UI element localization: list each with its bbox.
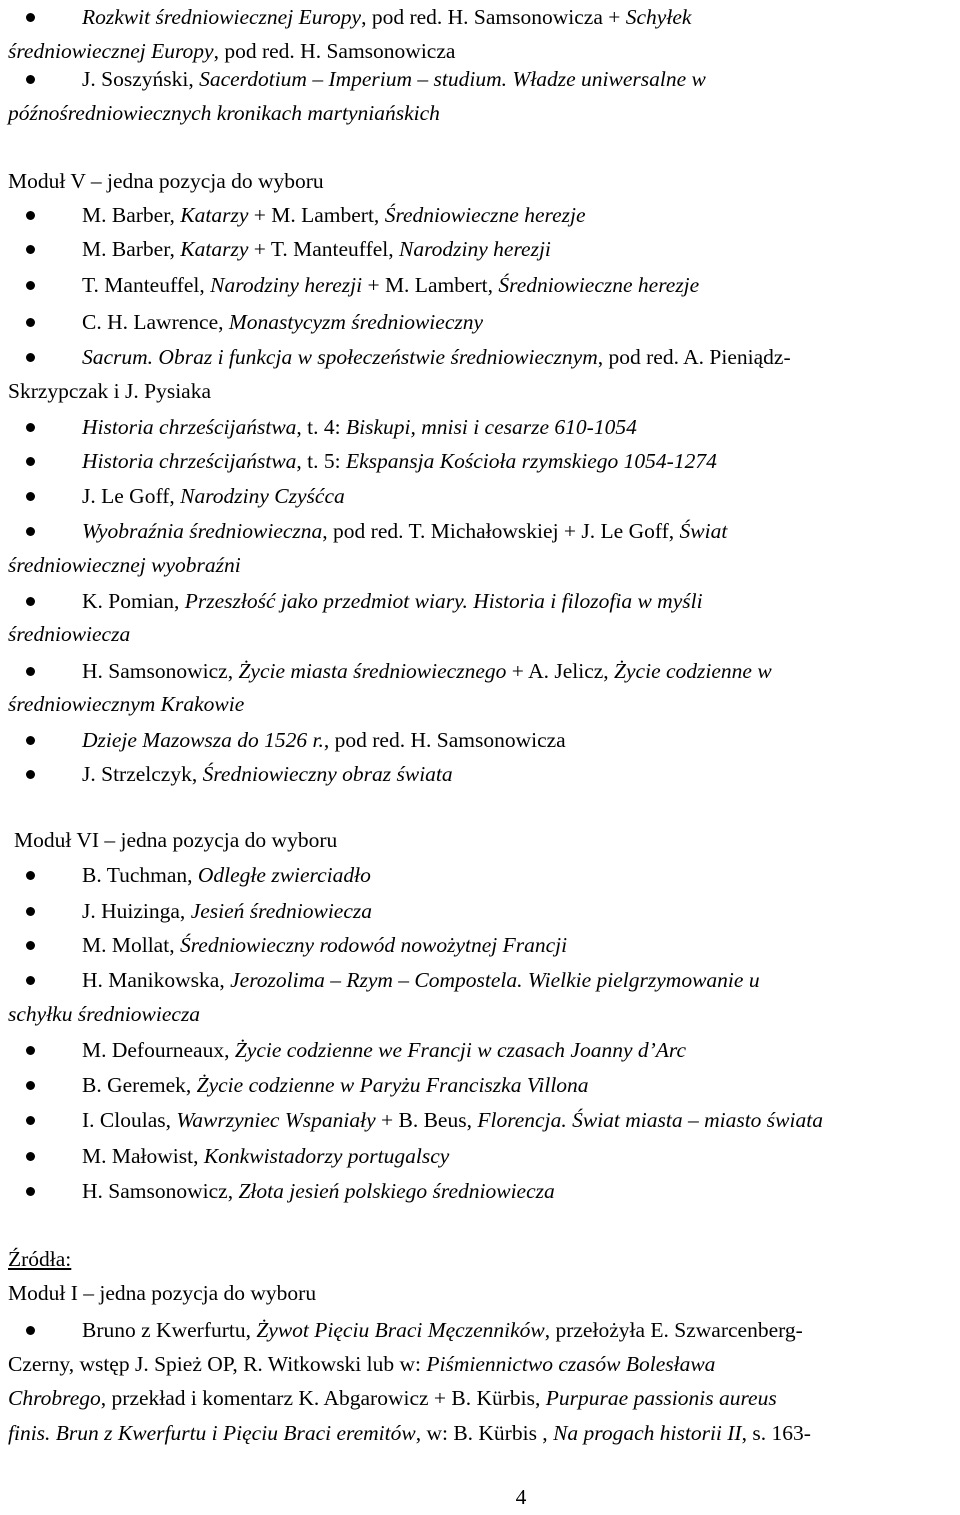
bullet-icon — [26, 13, 35, 22]
title-text: średniowiecznej wyobraźni — [8, 553, 241, 577]
item-line — [82, 1139, 449, 1173]
title-text: Narodziny herezji — [399, 237, 551, 261]
title-text: Schyłek — [625, 5, 692, 29]
item-line — [8, 96, 440, 130]
bullet-icon — [26, 75, 35, 84]
bullet-icon — [26, 527, 35, 536]
title-text: średniowiecznym Krakowie — [8, 692, 245, 716]
item-line — [82, 1033, 686, 1067]
author-text: H. Manikowska, — [82, 968, 231, 992]
author-text: , t. 4: — [296, 415, 346, 439]
item-line — [82, 268, 699, 302]
title-text: Ekspansja Kościoła rzymskiego 1054-1274 — [346, 449, 717, 473]
item-line — [82, 757, 453, 791]
title-text: Jesień średniowiecza — [190, 899, 372, 923]
author-text: , t. 5: — [296, 449, 346, 473]
item-line — [8, 1416, 811, 1450]
item-line — [8, 997, 200, 1031]
author-text: M. Barber, — [82, 203, 181, 227]
author-text: B. Tuchman, — [82, 863, 198, 887]
sources-title: Źródła: — [8, 1247, 72, 1271]
bullet-icon — [26, 1046, 35, 1055]
title-text: Na progach historii II — [553, 1421, 742, 1445]
title-text: Średniowieczne herezje — [384, 203, 586, 227]
item-line — [82, 514, 727, 548]
title-text: Chrobrego — [8, 1386, 101, 1410]
title-text: Odległe zwierciadło — [197, 863, 371, 887]
title-text: Średniowieczny obraz świata — [202, 762, 453, 786]
item-line — [82, 584, 703, 618]
title-text: Jerozolima – Rzym – Compostela. Wielkie pielgrzymowanie u — [230, 968, 760, 992]
author-text: , pod red. H. Samsonowicza + — [361, 5, 626, 29]
author-text: , pod red. H. Samsonowicza — [323, 728, 566, 752]
author-text: + T. Manteuffel, — [248, 237, 400, 261]
item-line — [82, 963, 760, 997]
author-text: + A. Jelicz, — [506, 659, 615, 683]
bullet-icon — [26, 281, 35, 290]
title-text: finis. Brun z Kwerfurtu i Pięciu Braci eremitów — [8, 1421, 416, 1445]
title-text: Historia chrześcijaństwa — [82, 449, 297, 473]
bullet-icon — [26, 1187, 35, 1196]
bullet-icon — [26, 1081, 35, 1090]
title-text: Życie miasta średniowiecznego — [238, 659, 507, 683]
bullet-icon — [26, 941, 35, 950]
item-line — [8, 374, 211, 408]
item-line — [8, 617, 130, 651]
item-line — [8, 1347, 715, 1381]
bullet-icon — [26, 1116, 35, 1125]
title-text: późnośredniowiecznych kronikach martyniańskich — [8, 101, 440, 125]
author-text: + M. Lambert, — [362, 273, 499, 297]
item-line — [82, 410, 637, 444]
item-line — [82, 62, 706, 96]
bullet-icon — [26, 1152, 35, 1161]
title-text: Średniowieczny rodowód nowożytnej Francji — [179, 933, 568, 957]
title-text: Sacerdotium – Imperium – studium. Władze uniwersalne w — [199, 67, 706, 91]
bullet-icon — [26, 423, 35, 432]
author-text: H. Samsonowicz, — [82, 1179, 239, 1203]
bullet-icon — [26, 907, 35, 916]
title-text: Życie codzienne w Paryżu Franciszka Villona — [196, 1073, 589, 1097]
title-text: Biskupi, mnisi i cesarze 610-1054 — [346, 415, 637, 439]
bullet-icon — [26, 667, 35, 676]
bullet-icon — [26, 318, 35, 327]
item-line — [82, 1313, 803, 1347]
title-text: Monastycyzm średniowieczny — [228, 310, 484, 334]
author-text: , w: B. Kürbis , — [415, 1421, 554, 1445]
item-line — [8, 687, 244, 721]
title-text: średniowiecznej Europy — [8, 39, 214, 63]
author-text: , przełożyła E. Szwarcenberg- — [544, 1318, 803, 1342]
item-line — [82, 894, 372, 928]
item-line — [82, 444, 717, 478]
title-text: Katarzy — [180, 237, 249, 261]
author-text: Skrzypczak i J. Pysiaka — [8, 379, 212, 403]
author-text: M. Defourneaux, — [82, 1038, 235, 1062]
page-number: 4 — [515, 1485, 527, 1509]
item-line — [82, 340, 791, 374]
bullet-icon — [26, 976, 35, 985]
item-line — [82, 1068, 589, 1102]
title-text: Życie codzienne we Francji w czasach Joanny d’Arc — [234, 1038, 687, 1062]
item-line — [82, 0, 691, 34]
author-text: C. H. Lawrence, — [82, 310, 229, 334]
item-line — [82, 654, 772, 688]
title-text: Świat — [679, 519, 728, 543]
author-text: , pod red. A. Pieniądz- — [597, 345, 791, 369]
item-line — [82, 232, 551, 266]
author-text: J. Huizinga, — [82, 899, 191, 923]
author-text: B. Geremek, — [82, 1073, 197, 1097]
title-text: Średniowieczne herezje — [498, 273, 700, 297]
title-text: Przeszłość jako przedmiot wiary. Historia i filozofia w myśli — [184, 589, 703, 613]
author-text: M. Małowist, — [82, 1144, 204, 1168]
item-line — [8, 548, 241, 582]
bullet-icon — [26, 245, 35, 254]
title-text: Rozkwit średniowiecznej Europy — [82, 5, 362, 29]
module-heading: Moduł V – jedna pozycja do wyboru — [8, 169, 324, 193]
bullet-icon — [26, 492, 35, 501]
title-text: Złota jesień polskiego średniowiecza — [238, 1179, 555, 1203]
module-heading: Moduł I – jedna pozycja do wyboru — [8, 1281, 317, 1305]
author-text: , pod red. T. Michałowskiej + J. Le Goff, — [322, 519, 680, 543]
author-text: Bruno z Kwerfurtu, — [82, 1318, 257, 1342]
item-line — [82, 479, 345, 513]
author-text: J. Strzelczyk, — [82, 762, 203, 786]
title-text: schyłku średniowiecza — [8, 1002, 201, 1026]
title-text: Narodziny Czyśćca — [180, 484, 345, 508]
title-text: Purpurae passionis aureus — [545, 1386, 777, 1410]
title-text: Sacrum. Obraz i funkcja w społeczeństwie średniowiecznym — [82, 345, 598, 369]
author-text: , s. 163- — [741, 1421, 811, 1445]
item-line — [82, 1174, 555, 1208]
title-text: średniowiecza — [8, 622, 131, 646]
title-text: Żywot Pięciu Braci Męczenników — [256, 1318, 545, 1342]
item-line — [82, 198, 586, 232]
bullet-icon — [26, 871, 35, 880]
author-text: , przekład i komentarz K. Abgarowicz + B. Kürbis, — [100, 1386, 546, 1410]
author-text: , pod red. H. Samsonowicza — [213, 39, 456, 63]
item-line — [8, 1381, 777, 1415]
title-text: Konkwistadorzy portugalscy — [203, 1144, 450, 1168]
item-line — [82, 1103, 823, 1137]
title-text: Dzieje Mazowsza do 1526 r. — [82, 728, 324, 752]
bullet-icon — [26, 211, 35, 220]
bullet-icon — [26, 736, 35, 745]
author-text: J. Soszyński, — [82, 67, 200, 91]
title-text: Historia chrześcijaństwa — [82, 415, 297, 439]
title-text: Piśmiennictwo czasów Bolesława — [426, 1352, 716, 1376]
title-text: Życie codzienne w — [614, 659, 772, 683]
item-line — [82, 305, 483, 339]
bullet-icon — [26, 770, 35, 779]
bullet-icon — [26, 353, 35, 362]
author-text: + B. Beus, — [375, 1108, 478, 1132]
author-text: H. Samsonowicz, — [82, 659, 239, 683]
title-text: Narodziny herezji — [210, 273, 363, 297]
author-text: I. Cloulas, — [82, 1108, 177, 1132]
author-text: K. Pomian, — [82, 589, 185, 613]
title-text: Florencja. Świat miasta – miasto świata — [477, 1108, 823, 1132]
bullet-icon — [26, 457, 35, 466]
item-line — [82, 858, 371, 892]
bullet-icon — [26, 1326, 35, 1335]
item-line — [82, 723, 566, 757]
author-text: M. Mollat, — [82, 933, 180, 957]
author-text: + M. Lambert, — [248, 203, 385, 227]
author-text: Czerny, wstęp J. Spież OP, R. Witkowski lub w: — [8, 1352, 427, 1376]
author-text: M. Barber, — [82, 237, 181, 261]
author-text: J. Le Goff, — [82, 484, 181, 508]
title-text: Katarzy — [180, 203, 249, 227]
title-text: Wyobraźnia średniowieczna — [82, 519, 323, 543]
title-text: Wawrzyniec Wspaniały — [176, 1108, 376, 1132]
author-text: T. Manteuffel, — [82, 273, 211, 297]
bullet-icon — [26, 597, 35, 606]
module-heading: Moduł VI – jedna pozycja do wyboru — [14, 828, 338, 852]
item-line — [82, 928, 567, 962]
